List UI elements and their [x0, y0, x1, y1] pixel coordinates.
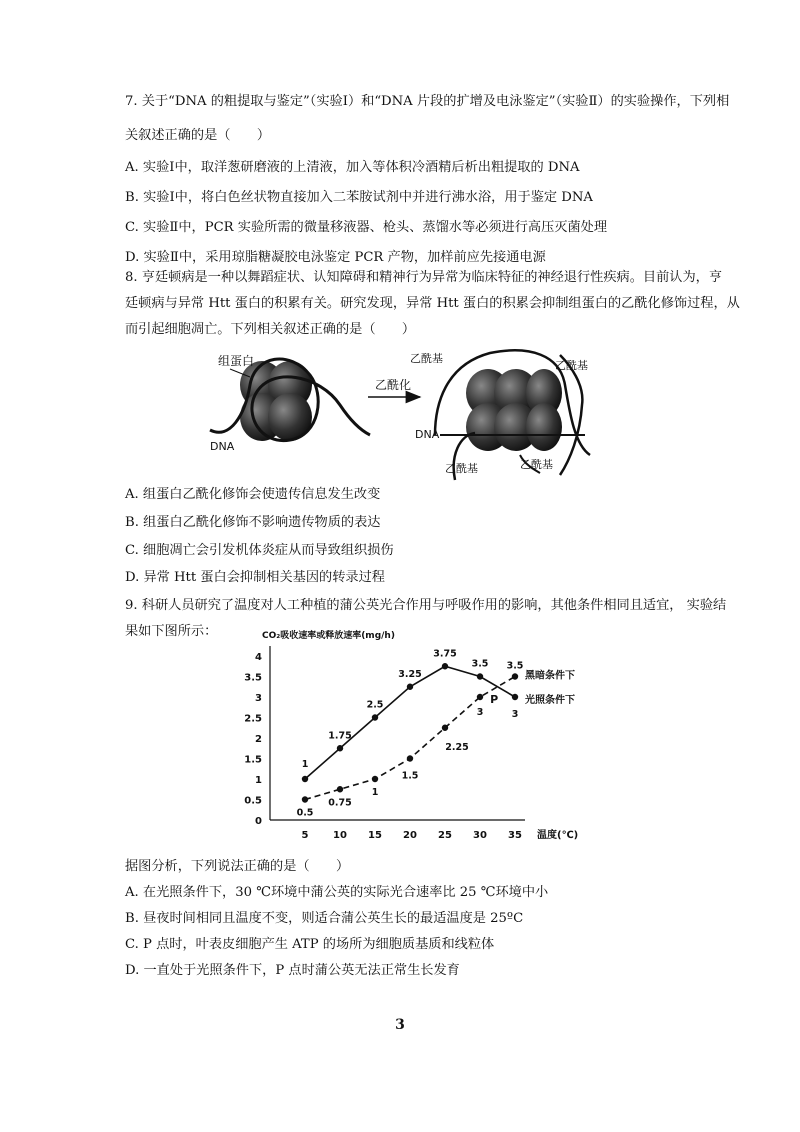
y-tick-label: 2.5: [244, 713, 262, 725]
q8-option-a: A. 组蛋白乙酰化修饰会使遗传信息发生改变: [125, 487, 381, 502]
q8-stem-line2: 廷顿病与异常 Htt 蛋白的积累有关。研究发现，异常 Htt 蛋白的积累会抑制组蛋白的乙酰化修饰过程，从: [125, 296, 740, 311]
data-label: 1: [301, 759, 309, 770]
q9-option-a: A. 在光照条件下，30 ℃环境中蒲公英的实际光合速率比 25 ℃环境中小: [125, 885, 549, 900]
label-acetyl-bottom-left: 乙酰基: [445, 462, 478, 475]
q7-option-c: C. 实验Ⅱ中，PCR 实验所需的微量移液器、枪头、蒸馏水等必须进行高压灭菌处理: [125, 220, 608, 235]
label-acetyl-bottom-right: 乙酰基: [520, 458, 553, 471]
data-point: [407, 684, 413, 690]
data-point: [337, 745, 343, 751]
label-dna-right: DNA: [415, 428, 440, 441]
q7-option-b: B. 实验Ⅰ中，将白色丝状物直接加入二苯胺试剂中并进行沸水浴，用于鉴定 DNA: [125, 190, 593, 205]
data-label: 3.5: [471, 658, 489, 670]
label-acetyl-top-left: 乙酰基: [410, 352, 443, 365]
y-tick-label: 3.5: [244, 672, 262, 684]
y-tick-label: 0: [255, 816, 262, 827]
data-label: 3: [476, 707, 484, 718]
series-name-label: 光照条件下: [525, 695, 575, 706]
intersection-label-p: P: [490, 692, 499, 706]
data-label: 3.25: [398, 668, 422, 680]
label-histone: 组蛋白: [218, 354, 255, 368]
data-label: 0.5: [296, 807, 314, 819]
label-acetylation: 乙酰化: [375, 378, 412, 392]
q9-after-text: 据图分析，下列说法正确的是（ ）: [125, 859, 350, 874]
data-label: 1.75: [328, 730, 352, 742]
co2-rate-temperature-chart: [230, 631, 579, 855]
y-axis-title: CO₂吸收速率或释放速率(mg/h): [262, 631, 395, 641]
data-label: 2.25: [445, 741, 469, 753]
y-tick-label: 0.5: [244, 795, 262, 807]
data-point: [302, 796, 308, 802]
data-point: [442, 663, 448, 669]
data-point: [372, 714, 378, 720]
q9-option-c: C. P 点时，叶表皮细胞产生 ATP 的场所为细胞质基质和线粒体: [125, 937, 495, 952]
x-tick-label: 15: [368, 830, 382, 841]
data-label: 1: [371, 787, 379, 798]
q8-option-c: C. 细胞凋亡会引发机体炎症从而导致组织损伤: [125, 543, 394, 558]
q9-stem-line1: 9. 科研人员研究了温度对人工种植的蒲公英光合作用与呼吸作用的影响，其他条件相同且适宜， 实验结: [125, 598, 727, 613]
nucleosome-compact: [210, 359, 370, 441]
q9-option-d: D. 一直处于光照条件下，P 点时蒲公英无法正常生长发育: [125, 963, 460, 978]
x-axis-title: 温度(℃): [537, 830, 579, 841]
data-point: [512, 673, 518, 679]
data-point: [302, 776, 308, 782]
histone-acetylation-figure: [190, 345, 630, 485]
data-label: 0.75: [328, 797, 352, 809]
q7-stem-line2: 关叙述正确的是（ ）: [125, 128, 271, 143]
y-tick-label: 1.5: [244, 754, 262, 766]
x-tick-label: 5: [301, 830, 309, 841]
data-point: [407, 755, 413, 761]
data-point: [477, 694, 483, 700]
data-point: [512, 694, 518, 700]
series-name-label: 黑暗条件下: [525, 670, 575, 682]
y-tick-label: 1: [255, 775, 262, 786]
q7-stem-line1: 7. 关于“DNA 的粗提取与鉴定”（实验Ⅰ）和“DNA 片段的扩增及电泳鉴定”（实验Ⅱ）的实验操作，下列相: [125, 94, 730, 109]
series-line-light: [305, 666, 515, 779]
y-tick-label: 2: [255, 734, 262, 745]
data-point: [477, 673, 483, 679]
data-point: [372, 776, 378, 782]
x-tick-label: 10: [333, 830, 347, 841]
data-label: 3.5: [506, 660, 524, 672]
q7-option-d: D. 实验Ⅱ中，采用琼脂糖凝胶电泳鉴定 PCR 产物，加样前应先接通电源: [125, 250, 546, 265]
data-label: 3.75: [433, 648, 457, 660]
page-number: 3: [395, 1017, 405, 1033]
y-tick-label: 4: [255, 652, 262, 663]
q8-option-d: D. 异常 Htt 蛋白会抑制相关基因的转录过程: [125, 570, 385, 585]
q9-stem-line2: 果如下图所示：: [125, 624, 218, 639]
x-tick-label: 25: [438, 830, 452, 841]
data-label: 1.5: [401, 770, 419, 782]
x-tick-label: 30: [473, 830, 487, 841]
label-acetyl-top-right: 乙酰基: [555, 359, 588, 372]
x-tick-label: 20: [403, 830, 417, 841]
q8-stem-line3: 而引起细胞凋亡。下列相关叙述正确的是（ ）: [125, 322, 416, 337]
y-tick-label: 3: [255, 693, 262, 704]
q8-option-b: B. 组蛋白乙酰化修饰不影响遗传物质的表达: [125, 515, 381, 530]
q7-option-a: A. 实验Ⅰ中，取洋葱研磨液的上清液，加入等体积冷酒精后析出粗提取的 DNA: [125, 160, 580, 175]
label-dna-left: DNA: [210, 440, 235, 453]
data-label: 2.5: [366, 699, 384, 711]
x-tick-label: 35: [508, 830, 522, 841]
q8-stem-line1: 8. 亨廷顿病是一种以舞蹈症状、认知障碍和精神行为异常为临床特征的神经退行性疾病。目前认为，亨: [125, 270, 723, 285]
q9-option-b: B. 昼夜时间相同且温度不变，则适合蒲公英生长的最适温度是 25ºC: [125, 911, 524, 926]
data-point: [442, 725, 448, 731]
data-point: [337, 786, 343, 792]
data-label: 3: [511, 709, 519, 720]
